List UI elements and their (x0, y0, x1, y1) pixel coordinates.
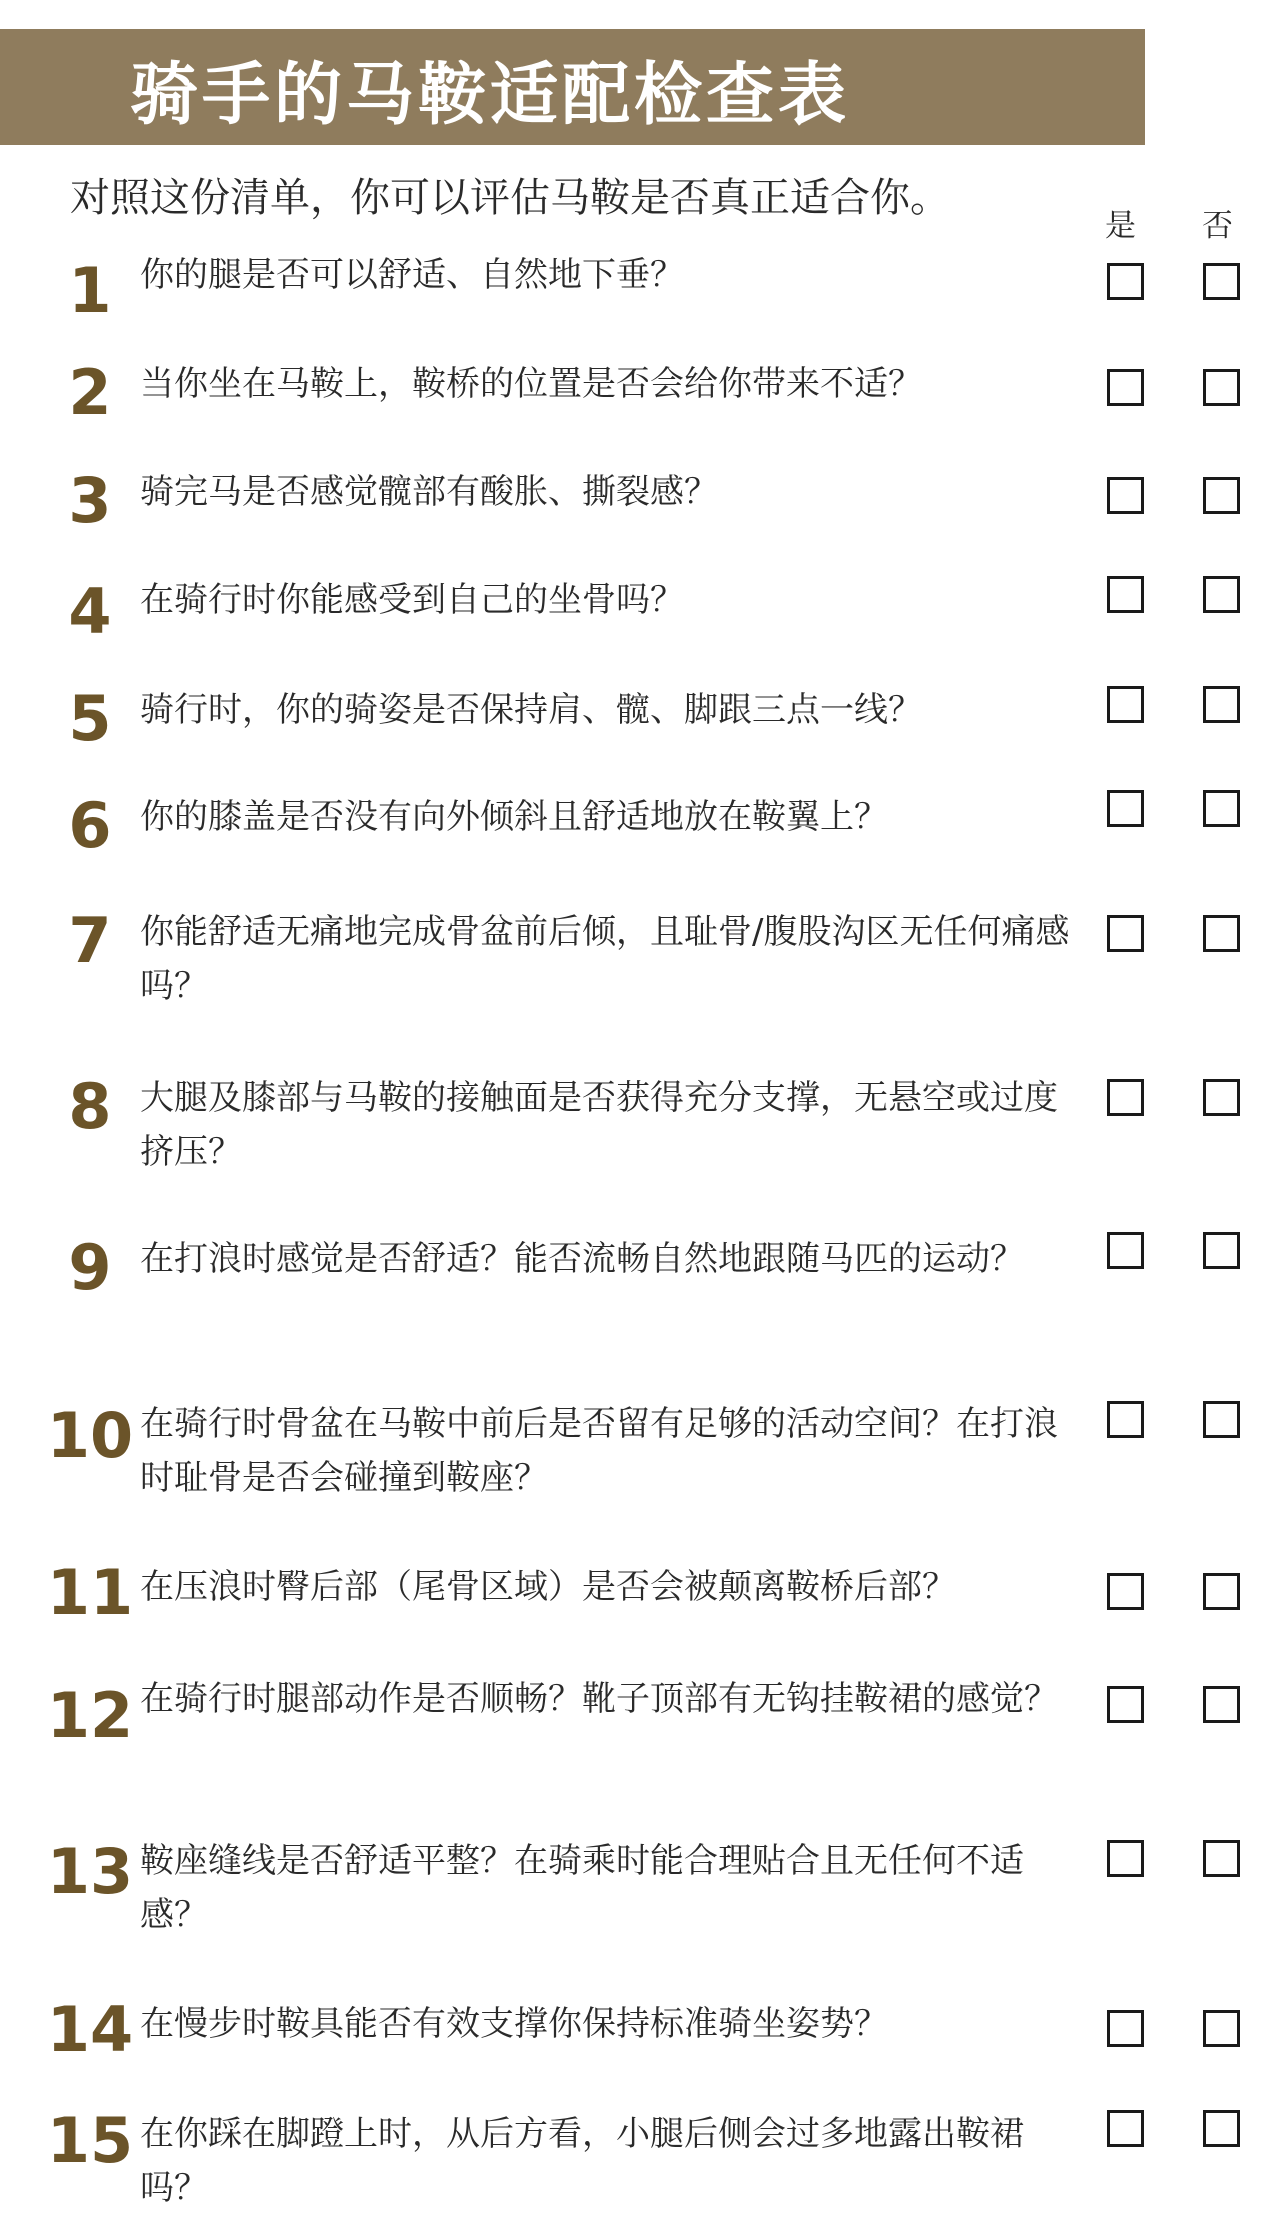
item-number: 9 (68, 1231, 112, 1304)
item-question: 大腿及膝部与马鞍的接触面是否获得充分支撑，无悬空或过度挤压？ (140, 1078, 1058, 1172)
item-number: 1 (68, 254, 112, 327)
no-checkbox[interactable] (1203, 2110, 1240, 2147)
item-question: 你的膝盖是否没有向外倾斜且舒适地放在鞍翼上？ (140, 797, 888, 837)
item-number: 6 (68, 789, 112, 862)
item-number: 15 (46, 2104, 134, 2177)
yes-checkbox[interactable] (1107, 369, 1144, 406)
yes-checkbox[interactable] (1107, 576, 1144, 613)
yes-checkbox[interactable] (1107, 686, 1144, 723)
yes-checkbox[interactable] (1107, 1840, 1144, 1877)
no-checkbox[interactable] (1203, 1840, 1240, 1877)
yes-checkbox[interactable] (1107, 2010, 1144, 2047)
item-question: 在骑行时骨盆在马鞍中前后是否留有足够的活动空间？在打浪时耻骨是否会碰撞到鞍座？ (140, 1404, 1058, 1498)
item-number: 10 (46, 1399, 134, 1472)
title-banner (0, 29, 1145, 145)
yes-checkbox[interactable] (1107, 1573, 1144, 1610)
yes-checkbox[interactable] (1107, 1079, 1144, 1116)
intro-text: 对照这份清单，你可以评估马鞍是否真正适合你。 (70, 175, 950, 221)
no-checkbox[interactable] (1203, 1232, 1240, 1269)
no-checkbox[interactable] (1203, 477, 1240, 514)
item-question: 骑完马是否感觉髋部有酸胀、撕裂感？ (140, 472, 718, 512)
item-question: 在打浪时感觉是否舒适？能否流畅自然地跟随马匹的运动？ (140, 1239, 1024, 1279)
item-question: 在你踩在脚蹬上时，从后方看，小腿后侧会过多地露出鞍裙吗？ (140, 2114, 1024, 2208)
item-number: 8 (68, 1070, 112, 1143)
no-checkbox[interactable] (1203, 686, 1240, 723)
no-checkbox[interactable] (1203, 1401, 1240, 1438)
item-question: 你的腿是否可以舒适、自然地下垂？ (140, 255, 684, 295)
item-question: 在慢步时鞍具能否有效支撑你保持标准骑坐姿势？ (140, 2004, 888, 2044)
no-checkbox[interactable] (1203, 369, 1240, 406)
item-question: 在骑行时你能感受到自己的坐骨吗？ (140, 580, 684, 620)
yes-checkbox[interactable] (1107, 790, 1144, 827)
item-number: 14 (46, 1993, 134, 2066)
item-number: 13 (46, 1835, 134, 1908)
no-checkbox[interactable] (1203, 1686, 1240, 1723)
yes-column-header: 是 (1105, 208, 1136, 244)
yes-checkbox[interactable] (1107, 1401, 1144, 1438)
no-checkbox[interactable] (1203, 263, 1240, 300)
no-column-header: 否 (1202, 208, 1233, 244)
yes-checkbox[interactable] (1107, 915, 1144, 952)
no-checkbox[interactable] (1203, 2010, 1240, 2047)
item-number: 2 (68, 356, 112, 429)
item-number: 5 (68, 682, 112, 755)
item-question: 骑行时，你的骑姿是否保持肩、髋、脚跟三点一线？ (140, 690, 922, 730)
page-title: 骑手的马鞍适配检查表 (130, 56, 851, 135)
item-question: 当你坐在马鞍上，鞍桥的位置是否会给你带来不适？ (140, 364, 922, 404)
item-number: 11 (46, 1556, 134, 1629)
yes-checkbox[interactable] (1107, 2110, 1144, 2147)
no-checkbox[interactable] (1203, 915, 1240, 952)
yes-checkbox[interactable] (1107, 1232, 1144, 1269)
item-number: 7 (68, 904, 112, 977)
no-checkbox[interactable] (1203, 790, 1240, 827)
yes-checkbox[interactable] (1107, 263, 1144, 300)
item-number: 12 (46, 1679, 134, 1752)
no-checkbox[interactable] (1203, 1573, 1240, 1610)
item-number: 4 (68, 575, 112, 648)
no-checkbox[interactable] (1203, 1079, 1240, 1116)
item-number: 3 (68, 464, 112, 537)
item-question: 鞍座缝线是否舒适平整？在骑乘时能合理贴合且无任何不适感？ (140, 1841, 1024, 1935)
yes-checkbox[interactable] (1107, 477, 1144, 514)
item-question: 你能舒适无痛地完成骨盆前后倾，且耻骨/腹股沟区无任何痛感吗？ (140, 912, 1070, 1006)
no-checkbox[interactable] (1203, 576, 1240, 613)
item-question: 在压浪时臀后部（尾骨区域）是否会被颠离鞍桥后部？ (140, 1567, 956, 1607)
yes-checkbox[interactable] (1107, 1686, 1144, 1723)
item-question: 在骑行时腿部动作是否顺畅？靴子顶部有无钩挂鞍裙的感觉？ (140, 1679, 1058, 1719)
